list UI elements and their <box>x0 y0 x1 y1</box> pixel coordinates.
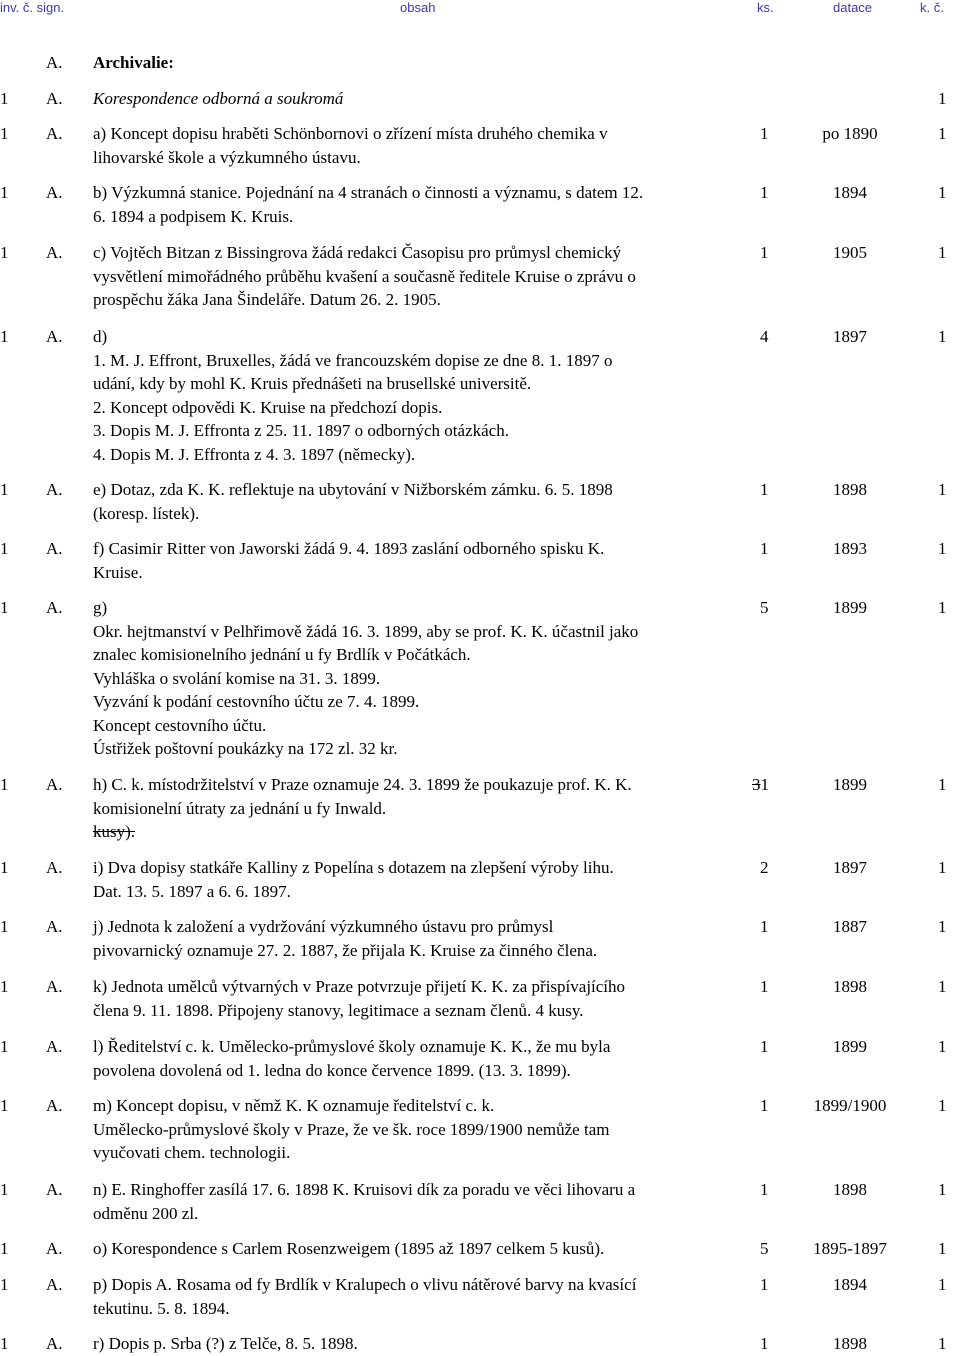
record-datace: 1899/1900 <box>813 1096 887 1115</box>
record-kc: 1 <box>938 327 947 346</box>
section-sig: A. <box>46 53 63 72</box>
record-line: Vyzvání k podání cestovního účtu ze 7. 4. 1899. <box>93 692 420 711</box>
record-datace: 1893 <box>833 539 867 558</box>
header-ks: ks. <box>757 0 774 15</box>
record-sig: A. <box>46 775 63 794</box>
header-datace: datace <box>833 0 873 15</box>
record-content <box>93 1273 753 1320</box>
record-ks <box>752 773 776 797</box>
record-line: k) Jednota umělců výtvarných v Praze potvrzuje přijetí K. K. za přispívajícího <box>93 977 626 996</box>
subsection-title: Korespondence odborná a soukromá <box>93 89 344 108</box>
record-kc: 1 <box>938 598 947 617</box>
record-ks: 1 <box>760 977 769 996</box>
record-inv: 1 <box>0 327 9 346</box>
record-datace: 1898 <box>833 1334 867 1353</box>
record-kc: 1 <box>938 858 947 877</box>
record-ks: 1 <box>760 1275 769 1294</box>
record-inv: 1 <box>0 1334 9 1353</box>
record-kc: 1 <box>938 124 947 143</box>
record-content <box>93 241 753 312</box>
record-line: udání, kdy by mohl K. Kruis přednášeti na brusellské universitě. <box>93 374 532 393</box>
record-kc: 1 <box>938 1037 947 1056</box>
record-line: odměnu 200 zl. <box>93 1203 199 1223</box>
record-line: p) Dopis A. Rosama od fy Brdlík v Kralupech o vlivu nátěrové barvy na kvasící <box>93 1275 637 1294</box>
record-ks: 1 <box>760 539 769 558</box>
record-sig: A. <box>46 977 63 996</box>
record-inv: 1 <box>0 1239 9 1258</box>
record-sig: A. <box>46 1096 63 1115</box>
record-line: lihovarské škole a výzkumného ústavu. <box>93 147 361 167</box>
record-inv: 1 <box>0 183 9 202</box>
record-ks: 1 <box>760 183 769 202</box>
record-sig: A. <box>46 243 63 262</box>
record-ks: 2 <box>760 858 769 877</box>
record-inv: 1 <box>0 539 9 558</box>
record-ks: 1 <box>760 1096 769 1115</box>
record-inv: 1 <box>0 1180 9 1199</box>
record-line: h) C. k. místodržitelství v Praze oznamuje 24. 3. 1899 že poukazuje prof. K. K. <box>93 775 632 794</box>
record-kc: 1 <box>938 1275 947 1294</box>
record-ks: 1 <box>760 917 769 936</box>
record-kc: 1 <box>938 243 947 262</box>
record-ks: 5 <box>760 598 769 617</box>
record-content <box>93 915 753 962</box>
record-kc: 1 <box>938 183 947 202</box>
record-line: a) Koncept dopisu hraběti Schönbornovi o zřízení místa druhého chemika v <box>93 124 608 143</box>
record-ks: 1 <box>760 243 769 262</box>
record-sig: A. <box>46 480 63 499</box>
record-line: d) <box>93 327 108 346</box>
record-content <box>93 975 753 1022</box>
record-ks: 1 <box>760 480 769 499</box>
record-line: g) <box>93 598 108 617</box>
record-inv: 1 <box>0 858 9 877</box>
record-content <box>93 773 753 844</box>
record-datace: 1899 <box>833 775 867 794</box>
record-datace: 1897 <box>833 327 867 346</box>
record-line: komisionelní útraty za jednání u fy Inwald. <box>93 798 387 818</box>
record-line: (koresp. lístek). <box>93 503 200 523</box>
record-ks: 1 <box>760 124 769 143</box>
record-line: o) Korespondence s Carlem Rosenzweigem (1895 až 1897 celkem 5 kusů). <box>93 1239 605 1258</box>
record-datace: 1894 <box>833 183 867 202</box>
record-content <box>93 1094 753 1165</box>
record-line: pivovarnický oznamuje 27. 2. 1887, že přijala K. Kruise za činného člena. <box>93 940 598 960</box>
record-line: n) E. Ringhoffer zasílá 17. 6. 1898 K. Kruisovi dík za poradu ve věci lihovaru a <box>93 1180 636 1199</box>
record-content <box>93 181 753 228</box>
record-datace: 1899 <box>833 598 867 617</box>
record-line: b) Výzkumná stanice. Pojednání na 4 stranách o činnosti a významu, s datem 12. <box>93 183 644 202</box>
record-content <box>93 1332 753 1356</box>
record-kc: 1 <box>938 480 947 499</box>
record-kc: 1 <box>938 1334 947 1353</box>
record-kc: 1 <box>938 1239 947 1258</box>
record-datace: 1898 <box>833 480 867 499</box>
record-inv: 1 <box>0 480 9 499</box>
record-line: f) Casimir Ritter von Jaworski žádá 9. 4. 1893 zaslání odborného spisku K. <box>93 539 605 558</box>
record-content <box>93 1237 753 1261</box>
record-line: Kruise. <box>93 562 143 582</box>
subsection-inv: 1 <box>0 89 9 108</box>
record-ks: 4 <box>760 327 769 346</box>
record-sig: A. <box>46 1239 63 1258</box>
record-sig: A. <box>46 183 63 202</box>
record-line: člena 9. 11. 1898. Připojeny stanovy, legitimace a seznam členů. 4 kusy. <box>93 1000 584 1020</box>
record-ks-struck: 3 <box>752 775 761 794</box>
record-inv: 1 <box>0 977 9 996</box>
record-datace: 1894 <box>833 1275 867 1294</box>
record-datace: 1898 <box>833 1180 867 1199</box>
record-kc: 1 <box>938 1096 947 1115</box>
record-datace: 1897 <box>833 858 867 877</box>
record-content <box>93 537 753 584</box>
record-ks-value: 1 <box>760 775 769 794</box>
record-datace: 1905 <box>833 243 867 262</box>
header-kc: k. č. <box>920 0 944 15</box>
record-sig: A. <box>46 1275 63 1294</box>
record-ks: 1 <box>760 1334 769 1353</box>
subsection-kc: 1 <box>938 89 947 108</box>
record-inv: 1 <box>0 1096 9 1115</box>
subsection-sig: A. <box>46 89 63 108</box>
record-datace: po 1890 <box>822 124 878 143</box>
struck-text: kusy). <box>93 822 136 841</box>
record-line: Koncept cestovního účtu. <box>93 715 267 735</box>
record-line: r) Dopis p. Srba (?) z Telče, 8. 5. 1898. <box>93 1334 358 1353</box>
record-kc: 1 <box>938 775 947 794</box>
record-sig: A. <box>46 1180 63 1199</box>
record-sig: A. <box>46 598 63 617</box>
record-inv: 1 <box>0 1037 9 1056</box>
header-obsah: obsah <box>400 0 436 15</box>
section-title: Archivalie: <box>93 53 174 72</box>
record-inv: 1 <box>0 243 9 262</box>
record-inv: 1 <box>0 1275 9 1294</box>
record-datace: 1895-1897 <box>813 1239 887 1258</box>
record-line: tekutinu. 5. 8. 1894. <box>93 1298 230 1318</box>
record-inv: 1 <box>0 917 9 936</box>
record-sig: A. <box>46 327 63 346</box>
record-inv: 1 <box>0 598 9 617</box>
record-kc: 1 <box>938 539 947 558</box>
record-line: Umělecko-průmyslové školy v Praze, že ve šk. roce 1899/1900 nemůže tam <box>93 1119 610 1139</box>
record-inv: 1 <box>0 124 9 143</box>
record-content <box>93 1178 753 1225</box>
record-line: Vyhláška o svolání komise na 31. 3. 1899. <box>93 668 381 688</box>
record-line: povolena dovolená od 1. ledna do konce července 1899. (13. 3. 1899). <box>93 1060 571 1080</box>
record-line: i) Dva dopisy statkáře Kalliny z Popelína s dotazem na zlepšení výroby lihu. <box>93 858 614 877</box>
record-line: 1. M. J. Effront, Bruxelles, žádá ve francouzském dopise ze dne 8. 1. 1897 o <box>93 350 613 370</box>
record-kc: 1 <box>938 917 947 936</box>
record-line: prospěchu žáka Jana Šindeláře. Datum 26. 2. 1905. <box>93 290 441 309</box>
record-line: 6. 1894 a podpisem K. Kruis. <box>93 206 294 226</box>
record-ks: 1 <box>760 1037 769 1056</box>
record-sig: A. <box>46 539 63 558</box>
record-sig: A. <box>46 858 63 877</box>
record-line: 2. Koncept odpovědi K. Kruise na předchozí dopis. <box>93 397 443 417</box>
header-inv-sign: inv. č. sign. <box>0 0 65 15</box>
record-ks: 5 <box>760 1239 769 1258</box>
record-line: Okr. hejtmanství v Pelhřimově žádá 16. 3. 1899, aby se prof. K. K. účastnil jako <box>93 621 639 641</box>
record-content <box>93 122 753 169</box>
record-datace: 1898 <box>833 977 867 996</box>
record-line: 3. Dopis M. J. Effronta z 25. 11. 1897 o odborných otázkách. <box>93 421 509 440</box>
record-content <box>93 1035 753 1082</box>
record-sig: A. <box>46 1334 63 1353</box>
record-ks: 1 <box>760 1180 769 1199</box>
record-content <box>93 596 753 761</box>
record-kc: 1 <box>938 1180 947 1199</box>
record-line: Ústřižek poštovní poukázky na 172 zl. 32 kr. <box>93 739 398 758</box>
record-sig: A. <box>46 917 63 936</box>
record-content <box>93 856 753 903</box>
record-line: l) Ředitelství c. k. Umělecko-průmyslové školy oznamuje K. K., že mu byla <box>93 1037 611 1056</box>
record-line: e) Dotaz, zda K. K. reflektuje na ubytování v Nižborském zámku. 6. 5. 1898 <box>93 480 613 499</box>
record-content <box>93 478 753 525</box>
record-line: 4. Dopis M. J. Effronta z 4. 3. 1897 (německy). <box>93 444 416 464</box>
record-datace: 1899 <box>833 1037 867 1056</box>
record-line: Dat. 13. 5. 1897 a 6. 6. 1897. <box>93 881 291 901</box>
record-sig: A. <box>46 124 63 143</box>
record-line: vysvětlení mimořádného průběhu kvašení a současně ředitele Kruise o zprávu o <box>93 266 636 286</box>
record-kc: 1 <box>938 977 947 996</box>
record-sig: A. <box>46 1037 63 1056</box>
record-datace: 1887 <box>833 917 867 936</box>
record-inv: 1 <box>0 775 9 794</box>
record-line: j) Jednota k založení a vydržování výzkumného ústavu pro průmysl <box>93 917 554 936</box>
record-line: m) Koncept dopisu, v němž K. K oznamuje ředitelství c. k. <box>93 1096 495 1115</box>
record-line: znalec komisionelního jednání u fy Brdlík v Počátkách. <box>93 645 471 664</box>
record-line: vyučovati chem. technologii. <box>93 1143 291 1162</box>
record-line: c) Vojtěch Bitzan z Bissingrova žádá redakci Časopisu pro průmysl chemický <box>93 243 622 262</box>
record-content <box>93 325 753 466</box>
